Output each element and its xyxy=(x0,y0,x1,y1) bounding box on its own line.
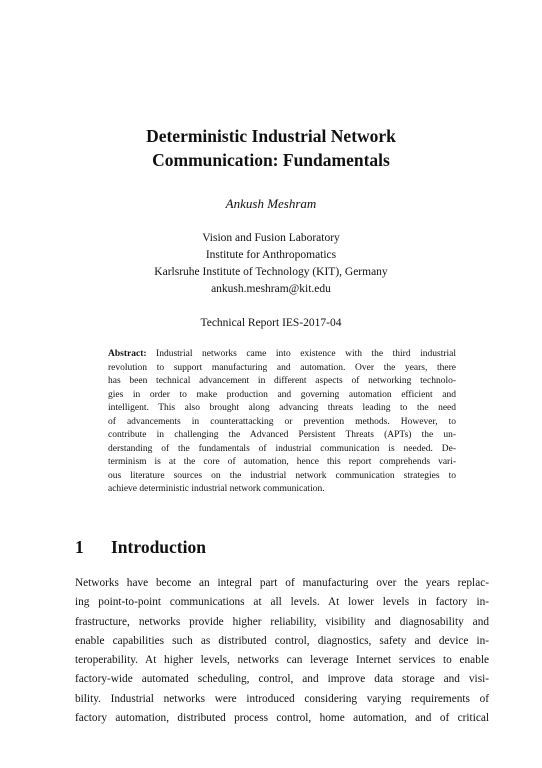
body-line: factory automation, distributed process control, home automation, and of critical xyxy=(75,712,489,725)
section-number: 1 xyxy=(75,537,84,557)
body-line: enable capabilities such as distributed control, diagnostics, safety and device in- xyxy=(75,634,489,647)
author-name: Ankush Meshram xyxy=(225,196,317,211)
body-line: frastructure, networks provide higher reliability, visibility and diagnosability and xyxy=(75,615,489,628)
abstract-line: contribute in challenging the Advanced Persistent Threats (APTs) the un- xyxy=(108,430,456,440)
paper-title-line-2: Communication: Fundamentals xyxy=(152,150,390,170)
abstract-line: ous literature sources on the industrial network communication strategies to xyxy=(108,470,456,481)
abstract-line: gies in order to make production and governing automation efficient and xyxy=(108,389,456,400)
body-line: ing point-to-point communications at all levels. At lower levels in factory in- xyxy=(75,596,489,609)
abstract-line xyxy=(108,348,456,362)
abstract-line: achieve deterministic industrial network communication. xyxy=(108,484,325,494)
paper-title-line-1: Deterministic Industrial Network xyxy=(146,126,396,146)
section-heading xyxy=(75,536,206,558)
body-paragraph xyxy=(75,574,489,728)
body-line: teroperability. At higher levels, networks can leverage Internet services to enable xyxy=(75,654,489,667)
body-line: Networks have become an integral part of manufacturing over the years replac- xyxy=(75,577,489,589)
abstract-line: terminism is at the core of automation, hence this report comprehends vari- xyxy=(108,457,456,467)
abstract-line-text: Industrial networks came into existence with the third industrial xyxy=(156,349,457,359)
author-email: ankush.meshram@kit.edu xyxy=(211,283,331,295)
abstract-label: Abstract: xyxy=(108,349,147,359)
affiliation-university: Karlsruhe Institute of Technology (KIT), Germany xyxy=(154,266,388,278)
affiliation-institute: Institute for Anthropomatics xyxy=(205,249,337,261)
abstract-line: intelligent. This also brought along advancing threats leading to the need xyxy=(108,403,456,413)
body-line: factory-wide automated scheduling, control, and improve data storage and visi- xyxy=(75,673,489,686)
abstract xyxy=(108,348,456,497)
abstract-line: has been technical advancement in different aspects of networking technolo- xyxy=(108,376,456,386)
section-title: Introduction xyxy=(111,537,206,557)
body-line: bility. Industrial networks were introduced considering varying requirements of xyxy=(75,692,489,705)
affiliation-lab: Vision and Fusion Laboratory xyxy=(202,232,340,244)
abstract-line: of advancements in counterattacking or prevention methods. However, to xyxy=(108,416,456,427)
abstract-line: revolution to support manufacturing and automation. Over the years, there xyxy=(108,362,456,373)
abstract-line: derstanding of the fundamentals of industrial communication is needed. De- xyxy=(108,443,456,454)
report-number: Technical Report IES-2017-04 xyxy=(200,317,342,329)
